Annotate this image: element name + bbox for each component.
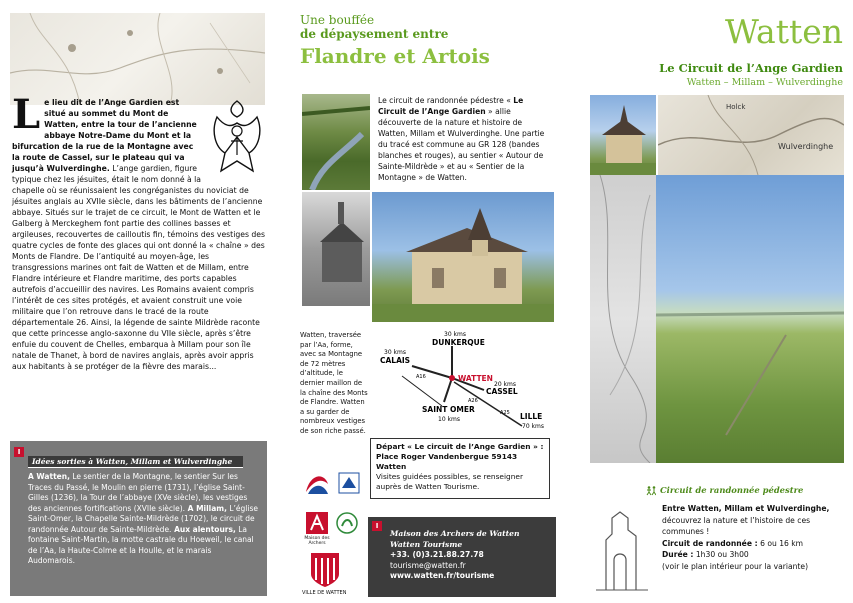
tagline-line1: Une bouffée [300,13,375,27]
route-map [372,326,552,436]
maison-subtitle: Watten Tourisme [390,539,463,549]
logos-column [302,468,362,598]
rando-line1-text: découvrez la nature et l’histoire de ces communes ! [662,515,811,536]
watten-label: A Watten, [28,472,70,481]
alentours-label: Aux alentours, [171,524,236,534]
hikers-icon [646,486,656,496]
intro-bold-text: e lieu dit de l’Ange Gardien est situé au sommet du Mont de Watten, entre la tour de l’ancienne abbaye Notre-Dame du Mont et la bifurcation de la rue de la Montagne avec la route de Cassel, sur le plateau qui va jusqu’à Wulverdinghe. [12,98,197,173]
route-dunkerque-km: 30 kms [444,331,466,338]
tower-ruin-icon [596,510,648,592]
duree-label: Durée : [662,550,694,559]
heritage-logo-icon [338,472,360,494]
ange-gardien-emblem-icon [207,97,267,177]
sorties-box [10,441,267,596]
intro-text-1: Le circuit de randonnée pédestre « [378,96,514,105]
ville-watten-label: VILLE DE WATTEN [302,590,347,596]
route-a25: A25 [500,410,510,416]
cover-old-map [658,95,844,175]
old-map-illustration [10,13,265,105]
maison-phone: +33. (0)3.21.88.27.78 [390,550,484,559]
maison-web[interactable]: www.watten.fr/tourisme [390,571,495,580]
maison-title: Maison des Archers de Watten [390,529,520,538]
tourism-logo-icon [302,468,332,498]
depart-bold: Départ « Le circuit de l’Ange Gardien » : Place Roger Vandenbergue 59143 Watten [376,442,544,471]
chapel-photo [372,192,554,322]
route-cassel-km: 20 kms [494,381,516,388]
rando-line1-bold: Entre Watten, Millam et Wulverdinghe, [662,504,830,513]
rando-title: Circuit de randonnée pédestre [660,485,804,495]
watten-text: Le sentier de la Montagne, le sentier Sur les Traces du Passé, le Moulin en pierre (1731), l’église Saint-Gilles (1236), la Tour de l’abbaye (XVe siècle), les vestiges des anciennes fortifications (XVIIe siècle). [28,472,248,513]
cover-title: Watten [725,12,844,51]
route-lille-km: 70 kms [522,423,544,430]
watten-dot-icon [449,375,455,381]
depart-box [370,438,550,499]
sorties-text [28,472,258,567]
route-lille: LILLE [520,412,543,421]
route-a26: A26 [468,398,478,404]
marker-icon: I [14,447,24,457]
route-calais-km: 30 kms [384,349,406,356]
millam-text: L’église Saint-Omer, la Chapelle Sainte-Mildrède (1702), le circuit de randonnée Autour de Sainte-Mildrède. [28,503,258,534]
cover-subtitle: Le Circuit de l’Ange Gardien [659,61,843,75]
millam-label: A Millam, [185,503,227,513]
ville-watten-shield-icon [310,552,340,588]
maison-logo-label: Maison des Archers [304,536,330,546]
intro-body-text: L’ange gardien, figure typique chez les jésuites, était le nom donné à la chapelle où se réunissaient les congréganistes du noviciat de jésuites anglais au XVIIe siècle, dans les bâtiments de l’ancienne abbaye. Situés sur le trajet de ce circuit, le Mont de Watten et le Galberg à Merckeghem font partie des collines basses et argileuses, recouvertes de cailloutis fin, témoins des vestiges des quatre cycles de fonte des glaces qui ont donné la « chaîne » des Monts de Flandre. De l’antiquité au moyen-âge, les transgressions marines ont fait de Watten et de Millam, entre Flandre intérieure et Flandre maritime, des ports capables autrefois d’accueillir des navires. Les Romains avaient compris l’intérêt de ces sites protégés, et avaient construit une voie militaire que l’on retrouve dans le tracé de la route départementale 26. Ainsi, la légende de sainte Mildrède raconte que cette princesse anglo-saxonne du VIIe siècle, après s’être enfuie du couvent de Chelles, embarqua à Millam pour son île natale de Thanet, à bord de navires anglais, après avoir appris aux habitants à se protéger de la fièvre des marais... [12,164,266,371]
sorties-title: Idées sorties à Watten, Millam et Wulverdinghe [28,456,243,468]
intro-article [12,91,267,372]
route-a16: A16 [416,374,426,380]
route-saint-omer: SAINT OMER [422,405,475,414]
route-saint-omer-km: 10 kms [438,416,460,423]
stream-photo [302,94,370,190]
marker-icon: I [372,521,382,531]
intro-text-2: » allie découverte de la nature et histoire de Watten, Millam et Wulverdinghe. Une partie du tracé est commune au GR 128 (bandes blanches et rouges), au sentier « Autour de Sainte-Mildrède » et au « Sentier de la Montagne » de Watten. [378,107,545,182]
dropcap: L [12,91,41,138]
map-label-holck: Holck [726,103,746,111]
cover-bw-map [590,175,656,463]
tagline-big: Flandre et Artois [300,44,490,68]
cover-chapel-photo [590,95,656,175]
maison-contact [390,529,555,582]
route-dunkerque: DUNKERQUE [432,338,485,347]
circuit-label: Circuit de randonnée : [662,538,758,548]
tagline [300,13,448,41]
cover-landscape-photo [656,175,844,463]
circuit-value: 6 ou 16 km [757,538,804,548]
maison-archers-box [368,517,556,597]
duree-value: 1h30 ou 3h00 [693,550,749,559]
map-caption: Watten, traversée par l’Aa, forme, avec sa Montagne de 72 mètres d’altitude, le dernier maillon de la chaîne des Monts de Flandre. Watten a su garder de nombreux vestiges de son riche passé. [300,331,368,435]
maison-email[interactable]: tourisme@watten.fr [390,560,466,570]
cover-places: Watten – Millam – Wulverdinghe [686,77,843,88]
intro-text [378,95,553,183]
intro-bold: Le Circuit de l’Ange Gardien [378,96,524,116]
map-label-wulverdinghe: Wulverdinghe [778,142,834,151]
route-cassel: CASSEL [486,387,518,396]
route-watten: WATTEN [458,374,493,383]
tagline-line2: de dépaysement entre [300,27,449,41]
old-chapel-photo [302,192,370,306]
nature-logo-icon [336,512,358,540]
route-calais: CALAIS [380,356,411,365]
plan-note: (voir le plan intérieur pour la variante) [662,561,809,571]
alentours-text: La fontaine Saint-Martin, la motte castrale du Hoeweil, le canal de l’Aa, la Haute-Colme et la Houlle, et le marais Audomarois. [28,524,254,565]
rando-details [662,503,847,572]
depart-text: Visites guidées possibles, se renseigner auprès de Watten Tourisme. [376,472,523,491]
